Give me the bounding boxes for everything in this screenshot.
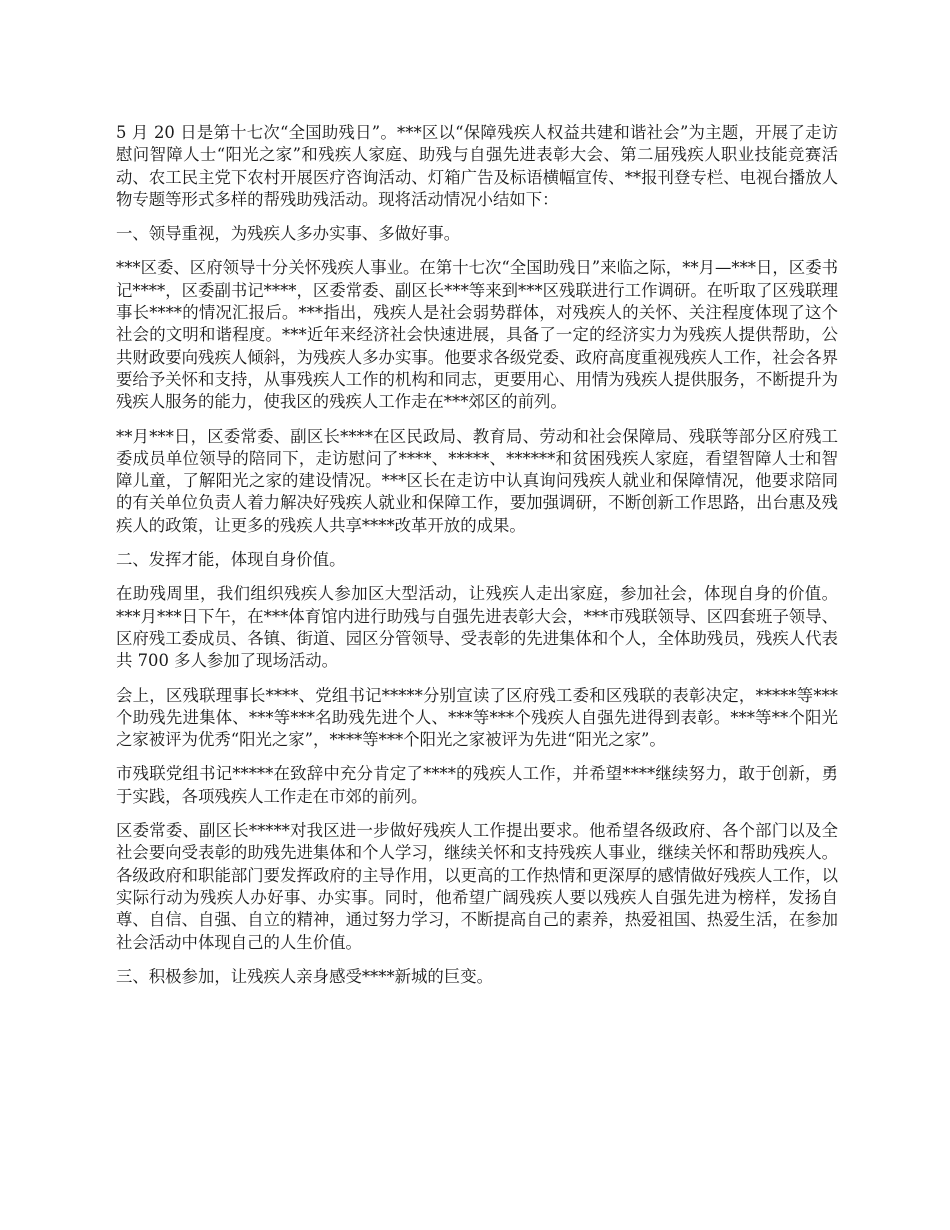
section-heading-2: 二、发挥才能，体现自身价值。 (116, 550, 346, 570)
body-paragraph: 市残联党组书记*****在致辞中充分肯定了****的残疾人工作，并希望****继续努力，敢于创新，勇于实践，各项残疾人工作走在市郊的前列。 (116, 764, 838, 806)
body-paragraph: 在助残周里，我们组织残疾人参加区大型活动，让残疾人走出家庭，参加社会，体现自身的价值。***月***日下午，在***体育馆内进行助残与自强先进表彰大会，***市残联领导、区四套班子领导、区府残工委成员、各镇、街道、园区分管领导、受表彰的先进集体和个人，全体助残员，残疾人代表共 700 多人参加了现场活动。 (116, 584, 838, 671)
intro-paragraph: 5 月 20 日是第十七次“全国助残日”。***区以“保障残疾人权益共建和谐社会”为主题，开展了走访慰问智障人士“阳光之家”和残疾人家庭、助残与自强先进表彰大会、第二届残疾人职业技能竞赛活动、农工民主党下农村开展医疗咨询活动、灯箱广告及标语横幅宣传、**报刊登专栏、电视台播放人物专题等形式多样的帮残助残活动。现将活动情况小结如下： (116, 123, 838, 209)
section-heading-1: 一、领导重视，为残疾人多办实事、多做好事。 (116, 224, 461, 244)
body-paragraph: ***区委、区府领导十分关怀残疾人事业。在第十七次“全国助残日”来临之际，**月—***日，区委书记****，区委副书记****，区委常委、副区长***等来到***区残联进行工作调研。在听取了区残联理事长****的情况汇报后。***指出，残疾人是社会弱势群体，对残疾人的关怀、关注程度体现了这个社会的文明和谐程度。***近年来经济社会快速进展，具备了一定的经济实力为残疾人提供帮助，公共财政要向残疾人倾斜，为残疾人多办实事。他要求各级党委、政府高度重视残疾人工作，社会各界要给予关怀和支持，从事残疾人工作的机构和同志，更要用心、用情为残疾人提供服务，不断提升为残疾人服务的能力，使我区的残疾人工作走在***郊区的前列。 (116, 258, 838, 412)
body-paragraph: 区委常委、副区长*****对我区进一步做好残疾人工作提出要求。他希望各级政府、各个部门以及全社会要向受表彰的助残先进集体和个人学习，继续关怀和支持残疾人事业，继续关怀和帮助残疾人。各级政府和职能部门要发挥政府的主导作用，以更高的工作热情和更深厚的感情做好残疾人工作，以实际行动为残疾人办好事、办实事。同时，他希望广阔残疾人要以残疾人自强先进为榜样，发扬自尊、自信、自强、自立的精神，通过努力学习，不断提高自己的素养，热爱祖国、热爱生活，在参加社会活动中体现自己的人生价值。 (116, 821, 838, 952)
body-paragraph: 会上，区残联理事长****、党组书记*****分别宣读了区府残工委和区残联的表彰决定，*****等***个助残先进集体、***等***名助残先进个人、***等***个残疾人自强先进得到表彰。***等**个阳光之家被评为优秀“阳光之家”，****等***个阳光之家被评为先进“阳光之家”。 (116, 685, 838, 750)
section-heading-3: 三、积极参加，让残疾人亲身感受****新城的巨变。 (116, 966, 493, 986)
document-body (116, 122, 838, 1000)
body-paragraph: **月***日，区委常委、副区长****在区民政局、教育局、劳动和社会保障局、残联等部分区府残工委成员单位领导的陪同下，走访慰问了****、*****、******和贫困残疾人家庭，看望智障人士和智障儿童，了解阳光之家的建设情况。***区长在走访中认真询问残疾人就业和保障情况，他要求陪同的有关单位负责人着力解决好残疾人就业和保障工作，要加强调研，不断创新工作思路，出台惠及残疾人的政策，让更多的残疾人共享****改革开放的成果。 (116, 426, 838, 535)
